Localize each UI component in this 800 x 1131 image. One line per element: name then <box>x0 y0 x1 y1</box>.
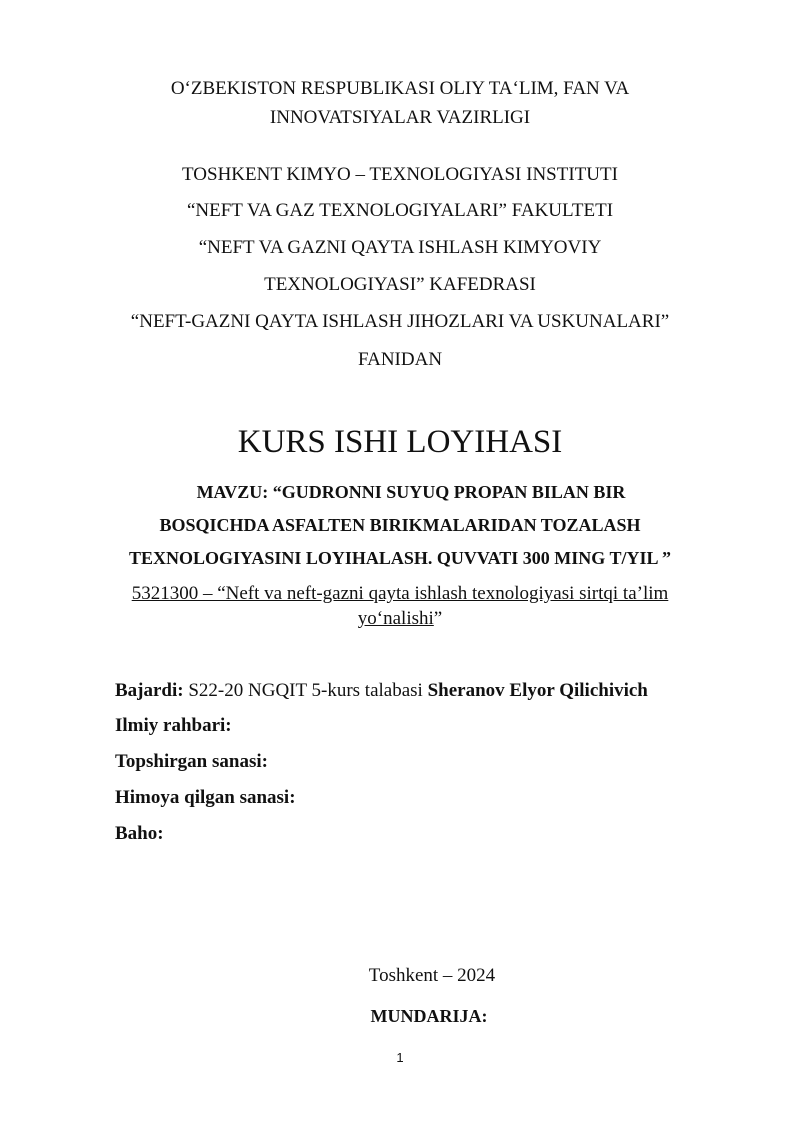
performer-group: S22-20 NGQIT 5-kurs talabasi <box>183 680 428 701</box>
institute-name: TOSHKENT KIMYO – TEXNOLOGIYASI INSTITUTI <box>182 164 618 185</box>
specialty-line-2-tail: ” <box>433 608 443 629</box>
grade-label: Baho: <box>115 823 164 844</box>
city-year: Toshkent – 2024 <box>368 965 496 986</box>
document-title: KURS ISHI LOYIHASI <box>237 424 563 460</box>
defended-date-field <box>115 786 296 810</box>
contents-heading: MUNDARIJA: <box>370 1006 488 1026</box>
subject-line-1: “NEFT-GAZNI QAYTA ISHLASH JIHOZLARI VA USKUNALARI” <box>130 311 670 332</box>
submitted-label: Topshirgan sanasi: <box>115 751 268 772</box>
ministry-line-2: INNOVATSIYALAR VAZIRLIGI <box>269 107 531 128</box>
faculty-name: “NEFT VA GAZ TEXNOLOGIYALARI” FAKULTETI <box>186 200 614 221</box>
supervisor-field <box>115 714 232 738</box>
performer-field <box>115 679 648 703</box>
performer-name: Sheranov Elyor Qilichivich <box>427 680 648 701</box>
defended-label: Himoya qilgan sanasi: <box>115 787 296 808</box>
department-line-1: “NEFT VA GAZNI QAYTA ISHLASH KIMYOVIY <box>198 237 602 258</box>
submitted-date-field <box>115 750 268 774</box>
department-line-2: TEXNOLOGIYASI” KAFEDRASI <box>264 274 536 295</box>
performer-label: Bajardi: <box>115 680 184 701</box>
specialty-line-2-underlined: yo‘nalishi <box>357 608 434 629</box>
topic-line-3: TEXNOLOGIYASINI LOYIHALASH. QUVVATI 300 MING T/YIL ” <box>129 548 671 568</box>
subject-line-2: FANIDAN <box>357 349 443 370</box>
ministry-line-1: O‘ZBEKISTON RESPUBLIKASI OLIY TA‘LIM, FAN VA <box>170 78 630 99</box>
topic-line-2: BOSQICHDA ASFALTEN BIRIKMALARIDAN TOZALASH <box>159 515 641 535</box>
grade-field <box>115 822 164 846</box>
page-number: 1 <box>396 1050 404 1065</box>
specialty-line-1: 5321300 – “Neft va neft-gazni qayta ishlash texnologiyasi sirtqi ta’lim <box>131 583 669 604</box>
specialty-line-2 <box>0 607 800 631</box>
supervisor-label: Ilmiy rahbari: <box>115 715 232 736</box>
topic-line-1: MAVZU: “GUDRONNI SUYUQ PROPAN BILAN BIR <box>196 482 626 502</box>
